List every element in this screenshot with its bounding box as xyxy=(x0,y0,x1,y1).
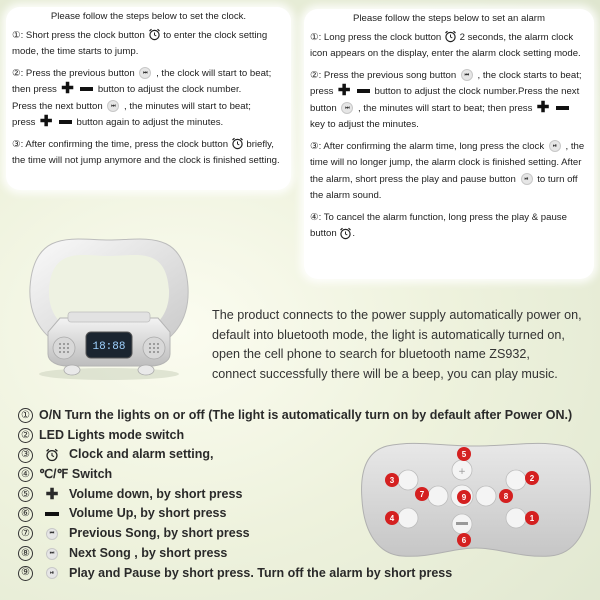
minus-icon xyxy=(556,106,569,110)
alarm-clock-icon xyxy=(339,227,352,240)
intro-line: connect successfully there will be a beep, you can play music. xyxy=(212,366,558,381)
product-image xyxy=(20,232,198,382)
plus-icon: ✚ xyxy=(536,98,550,116)
alarm-panel-title: Please follow the steps below to set an alarm xyxy=(353,13,545,24)
plus-glyph: + xyxy=(458,467,466,477)
intro-line: default into bluetooth mode, the light is automatically turned on, xyxy=(212,327,565,342)
remote-button-next[interactable] xyxy=(476,486,496,506)
alarm-step-1: ①: Long press the clock button 2 seconds, the alarm clock icon appears on the display, enter the alarm clock setting mode. xyxy=(310,31,581,59)
plus-icon: ✚ xyxy=(61,80,74,98)
clock-step-2: ②: Press the previous button ⏮ , the clock will start to beat; then press ✚ button to adjust the clock number. Press the next button ⏭ , the minutes will start to beat; press ✚ button again to adjust the minutes. xyxy=(12,67,272,131)
legend-number: ② xyxy=(18,428,33,443)
previous-button-icon: ⏮ xyxy=(461,69,473,81)
clock-step-3: ③: After confirming the time, press the clock button briefly, the time will not jump anymore and the clock is finished setting. xyxy=(12,138,280,166)
callout-label: 6 xyxy=(461,536,467,545)
legend-item xyxy=(18,564,578,584)
alarm-clock-icon xyxy=(444,30,457,43)
clock-step-1: ①: Short press the clock button to enter the clock setting mode, the time starts to jump. xyxy=(12,29,268,57)
alarm-step-2: ②: Press the previous song button ⏮ , the clock starts to beat; press ✚ button to adjust the clock number.Press the next button ⏭ , the minutes will start to beat; then press ✚ key to adjust the minutes. xyxy=(310,69,582,130)
legend-text: Play and Pause by short press. Turn off the alarm by short press xyxy=(69,565,453,580)
minus-icon xyxy=(80,87,93,91)
minus-icon xyxy=(43,512,61,516)
legend-number: ⑧ xyxy=(18,546,33,561)
callout-label: 2 xyxy=(529,474,535,483)
legend-number: ⑦ xyxy=(18,526,33,541)
legend-item xyxy=(18,406,578,426)
legend-number: ⑨ xyxy=(18,566,33,581)
minus-icon xyxy=(357,89,370,93)
alarm-step-3: ③: After confirming the alarm time, long press the clock ⏯ , the time will no longer jump, the alarm clock is finished setting. After the alarm, short press the play and pause button ⏯ to turn off the alarm sound. xyxy=(310,140,585,201)
alarm-step-4: ④: To cancel the alarm function, long press the play & pause button . xyxy=(310,211,567,239)
clock-setup-panel xyxy=(6,7,291,190)
callout-label: 5 xyxy=(461,450,467,459)
legend-text: Volume down, by short press xyxy=(69,486,243,501)
legend-text: ℃/℉ Switch xyxy=(39,467,113,482)
legend-text: LED Lights mode switch xyxy=(39,427,185,442)
next-button-icon: ⏭ xyxy=(107,100,119,112)
callout-label: 1 xyxy=(529,514,535,523)
legend-number: ④ xyxy=(18,467,33,482)
plus-icon: ✚ xyxy=(45,485,59,503)
intro-line: open the cell phone to search for bluetooth name ZS932, xyxy=(212,347,530,361)
clock-panel-title: Please follow the steps below to set the clock. xyxy=(50,11,247,22)
alarm-setup-panel xyxy=(304,9,594,279)
remote-control xyxy=(360,436,592,561)
remote-button-clock[interactable] xyxy=(398,508,418,528)
next-song-icon: ⏭ xyxy=(43,548,61,560)
callout-label: 9 xyxy=(461,493,467,502)
callout-label: 7 xyxy=(419,490,425,499)
display-time: 18:88 xyxy=(92,341,126,353)
legend-number: ⑤ xyxy=(18,487,33,502)
legend-text: Previous Song, by short press xyxy=(69,526,250,541)
remote-button-prev[interactable] xyxy=(428,486,448,506)
legend-text: Next Song , by short press xyxy=(69,545,228,560)
legend-text: Clock and alarm setting, xyxy=(69,447,214,462)
remote-button-led[interactable] xyxy=(398,470,418,490)
remote-button-temp[interactable] xyxy=(506,508,526,528)
play-pause-button-icon: ⏯ xyxy=(521,173,533,185)
previous-song-icon: ⏮ xyxy=(43,528,61,540)
plus-icon: ✚ xyxy=(337,82,351,100)
legend-number: ⑥ xyxy=(18,507,33,522)
callout-label: 4 xyxy=(389,514,395,523)
play-pause-button-icon: ⏯ xyxy=(549,140,561,152)
alarm-clock-icon xyxy=(148,28,161,41)
plus-icon: ✚ xyxy=(39,113,53,131)
product-intro xyxy=(212,306,597,384)
next-button-icon: ⏭ xyxy=(341,102,353,114)
previous-button-icon: ⏮ xyxy=(139,67,151,79)
legend-text: Volume Up, by short press xyxy=(69,506,227,521)
play-pause-icon: ⏯ xyxy=(43,567,61,579)
intro-line: The product connects to the power supply automatically power on, xyxy=(212,308,582,322)
legend-number: ① xyxy=(18,408,33,423)
remote-button-power[interactable] xyxy=(506,470,526,490)
alarm-clock-icon xyxy=(231,137,244,150)
alarm-clock-icon xyxy=(43,448,61,462)
callout-label: 3 xyxy=(389,476,395,485)
minus-glyph xyxy=(456,522,468,525)
legend-text: O/N Turn the lights on or off (The light is automatically turn on by default after Power ON.) xyxy=(39,408,573,422)
callout-label: 8 xyxy=(503,492,509,501)
legend-number: ③ xyxy=(18,448,33,463)
minus-icon xyxy=(59,120,72,124)
